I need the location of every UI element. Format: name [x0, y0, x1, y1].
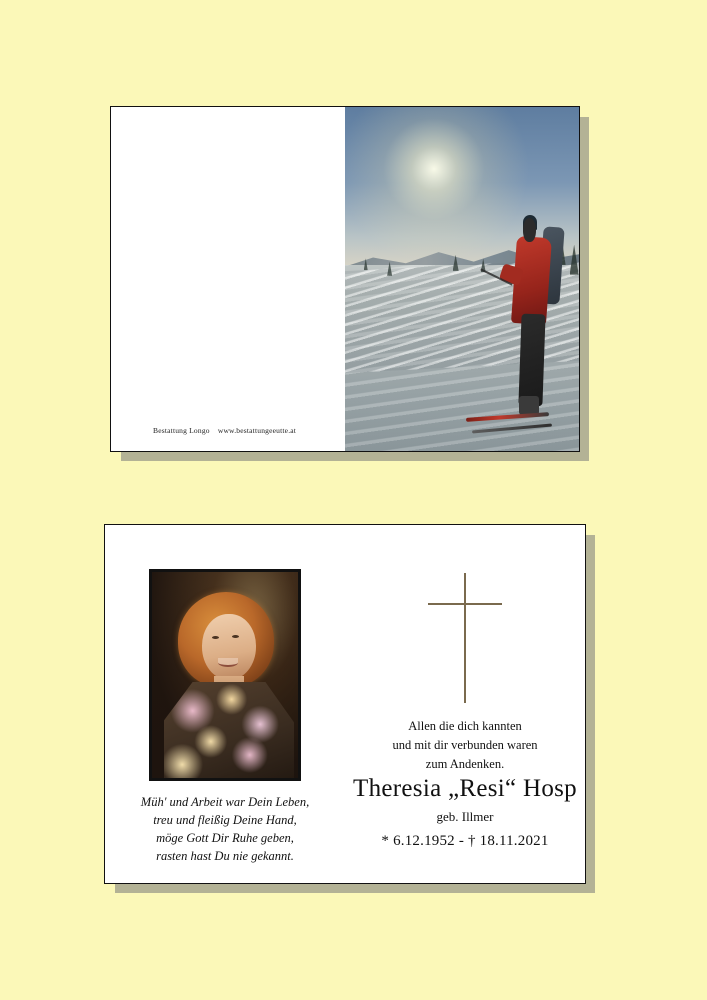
top-card-blank-panel: [111, 107, 345, 451]
verse-line-1: Müh' und Arbeit war Dein Leben,: [140, 795, 310, 809]
memorial-dedication: [345, 717, 585, 773]
memorial-line-3: zum Andenken.: [425, 756, 505, 771]
cross-vertical-bar: [464, 573, 466, 703]
cross-icon: [428, 573, 502, 703]
smile: [218, 658, 238, 667]
verse-line-2: treu und fleißig Deine Hand,: [153, 813, 297, 828]
memorial-card-inside: [104, 524, 586, 884]
head: [523, 218, 536, 242]
floral-dress: [164, 682, 294, 778]
imprint-website: www.bestattungeeutte.at: [217, 426, 297, 435]
eye: [212, 636, 219, 639]
face: [202, 614, 256, 680]
legs: [519, 314, 546, 406]
ski-photo: [345, 107, 579, 451]
portrait-photo: [149, 569, 301, 781]
cross-horizontal-bar: [428, 603, 502, 605]
imprint-funeral-home: Bestattung Longo: [153, 426, 210, 435]
portrait-panel: [105, 525, 345, 883]
verse-text: [141, 793, 309, 866]
eye: [232, 635, 239, 638]
imprint: [153, 426, 296, 435]
skier-figure: [499, 203, 579, 444]
deceased-maiden-name: geb. Illmer: [436, 809, 494, 824]
ski-photo-panel: [345, 107, 579, 451]
memorial-panel: [345, 525, 585, 883]
deceased-name: Theresia „Resi“ Hosp: [353, 775, 577, 802]
memorial-line-2: und mit dir verbunden waren: [392, 737, 538, 752]
verse-line-4: rasten hast Du nie gekannt.: [156, 849, 294, 864]
verse-line-3: möge Gott Dir Ruhe geben,: [156, 831, 294, 846]
memorial-card-outside: [110, 106, 580, 452]
deceased-dates: * 6.12.1952 - † 18.11.2021: [381, 833, 549, 849]
memorial-line-1: Allen die dich kannten: [408, 719, 522, 733]
